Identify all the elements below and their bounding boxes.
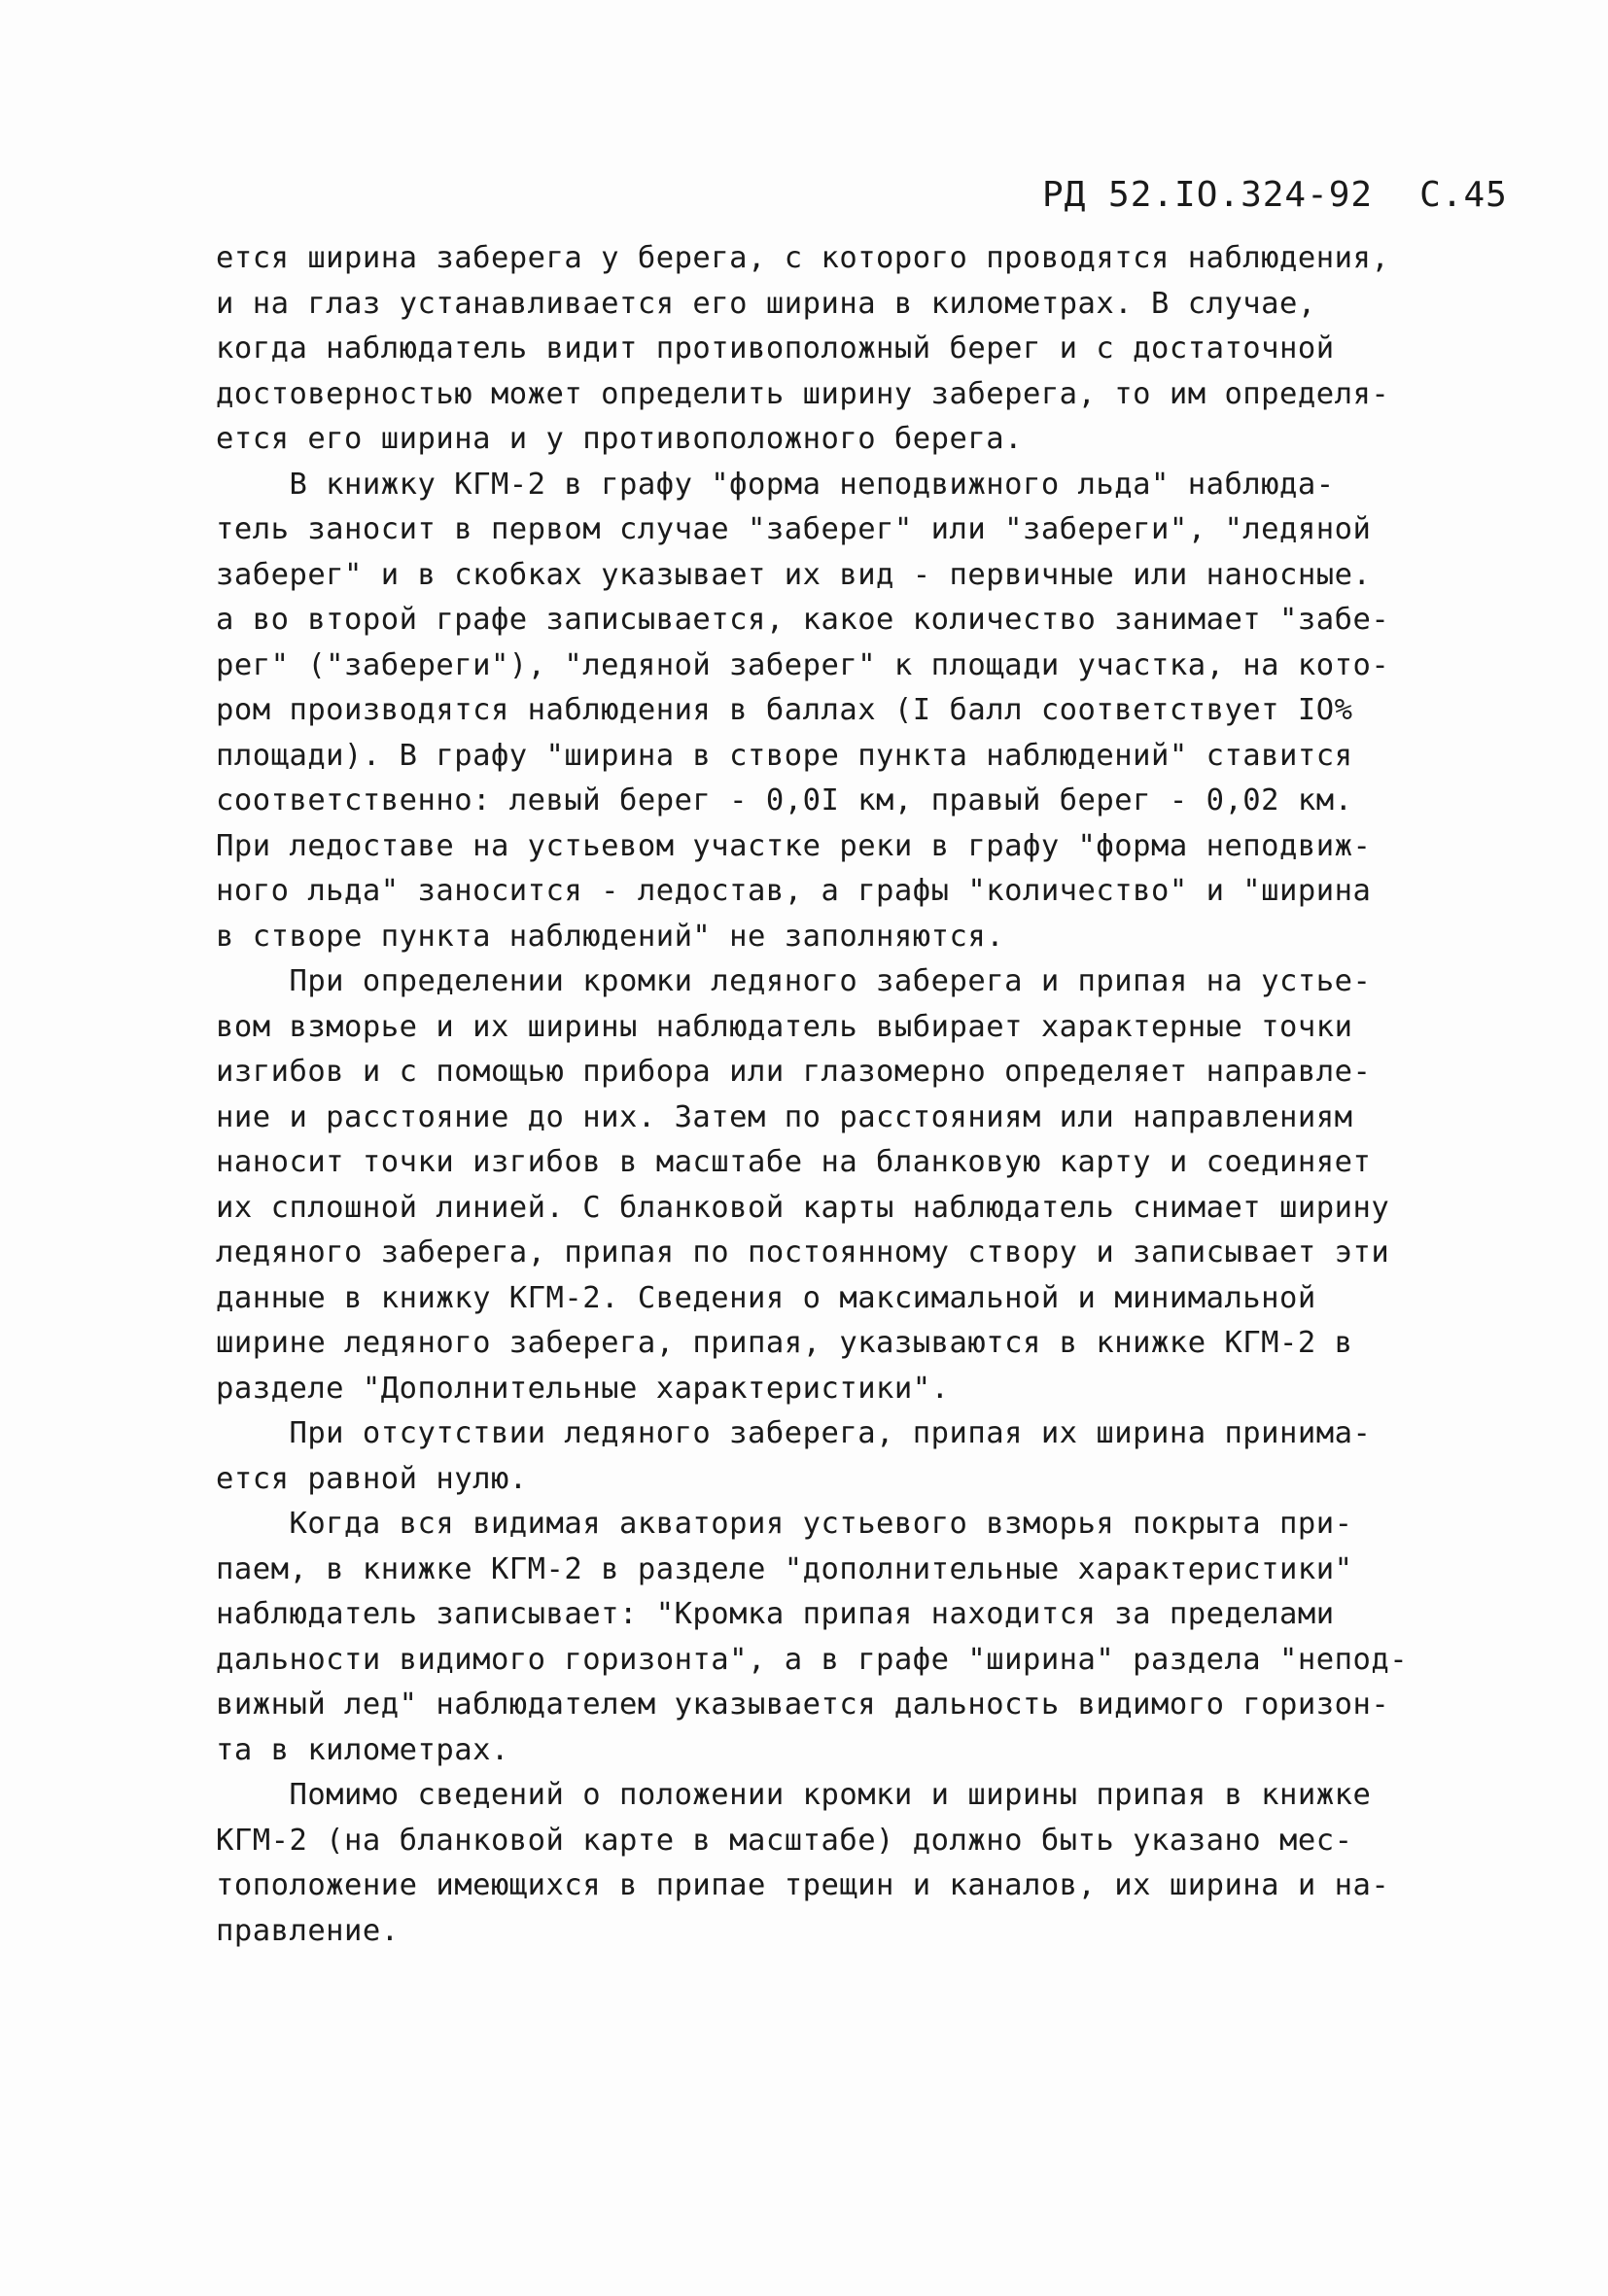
text-line: рег" ("забереги"), "ледяной заберег" к площади участка, на кото- bbox=[216, 647, 1390, 682]
text-line: дальности видимого горизонта", а в графе "ширина" раздела "непод- bbox=[216, 1642, 1409, 1677]
text-line: площади). В графу "ширина в створе пункта наблюдений" ставится bbox=[216, 738, 1353, 773]
text-line: При отсутствии ледяного заберега, припая их ширина принима- bbox=[216, 1416, 1372, 1450]
paragraph bbox=[216, 959, 1441, 1411]
text-line: ется ширина заберега у берега, с которого проводятся наблюдения, bbox=[216, 241, 1390, 275]
page-header bbox=[1042, 175, 1508, 215]
text-line: вом взморье и их ширины наблюдатель выбирает характерные точки bbox=[216, 1009, 1353, 1044]
text-line: При определении кромки ледяного заберега и припая на устье- bbox=[216, 964, 1372, 998]
text-line: ется его ширина и у противоположного берега. bbox=[216, 422, 1023, 456]
text-line: заберег" и в скобках указывает их вид - первичные или наносные. bbox=[216, 557, 1372, 592]
text-line: ется равной нулю. bbox=[216, 1461, 528, 1496]
text-line: КГМ-2 (на бланковой карте в масштабе) должно быть указано мес- bbox=[216, 1823, 1353, 1858]
text-line: в створе пункта наблюдений" не заполняются. bbox=[216, 919, 1005, 954]
text-line: соответственно: левый берег - 0,0I км, правый берег - 0,02 км. bbox=[216, 783, 1353, 818]
text-line: изгибов и с помощью прибора или глазомерно определяет направле- bbox=[216, 1055, 1372, 1089]
text-line: а во второй графе записывается, какое количество занимает "забе- bbox=[216, 603, 1390, 637]
paragraph bbox=[216, 1502, 1441, 1773]
text-line: правление. bbox=[216, 1913, 400, 1948]
text-line: данные в книжку КГМ-2. Сведения о максимальной и минимальной bbox=[216, 1280, 1316, 1315]
text-line: разделе "Дополнительные характеристики". bbox=[216, 1371, 950, 1406]
text-line: и на глаз устанавливается его ширина в километрах. В случае, bbox=[216, 286, 1316, 321]
text-line: их сплошной линией. С бланковой карты наблюдатель снимает ширину bbox=[216, 1190, 1390, 1225]
text-line: достоверностью может определить ширину заберега, то им определя- bbox=[216, 376, 1390, 411]
text-line: тель заносит в первом случае "заберег" или "забереги", "ледяной bbox=[216, 512, 1372, 546]
text-line: наблюдатель записывает: "Кромка припая находится за пределами bbox=[216, 1597, 1335, 1631]
text-line: ние и расстояние до них. Затем по расстояниям или направлениям bbox=[216, 1099, 1353, 1134]
text-line: когда наблюдатель видит противоположный берег и с достаточной bbox=[216, 331, 1335, 365]
document-body bbox=[216, 236, 1441, 1954]
paragraph bbox=[216, 1773, 1441, 1954]
text-line: В книжку КГМ-2 в графу "форма неподвижного льда" наблюда- bbox=[216, 467, 1335, 502]
text-line: тоположение имеющихся в припае трещин и каналов, их ширина и на- bbox=[216, 1868, 1390, 1902]
document-code: РД 52.IO.324-92 bbox=[1042, 175, 1374, 215]
paragraph bbox=[216, 236, 1441, 463]
text-line: паем, в книжке КГМ-2 в разделе "дополнительные характеристики" bbox=[216, 1551, 1353, 1586]
paragraph bbox=[216, 463, 1441, 960]
text-line: та в километрах. bbox=[216, 1732, 509, 1767]
paragraph bbox=[216, 1411, 1441, 1502]
text-line: наносит точки изгибов в масштабе на бланковую карту и соединяет bbox=[216, 1145, 1372, 1179]
text-line: ледяного заберега, припая по постоянному створу и записывает эти bbox=[216, 1235, 1390, 1270]
text-line: вижный лед" наблюдателем указывается дальность видимого горизон- bbox=[216, 1687, 1390, 1722]
text-line: Когда вся видимая акватория устьевого взморья покрыта при- bbox=[216, 1507, 1353, 1541]
page-number: С.45 bbox=[1419, 175, 1508, 215]
text-line: При ледоставе на устьевом участке реки в графу "форма неподвиж- bbox=[216, 828, 1372, 863]
text-line: ширине ледяного заберега, припая, указываются в книжке КГМ-2 в bbox=[216, 1326, 1353, 1360]
text-line: ром производятся наблюдения в баллах (I балл соответствует IO% bbox=[216, 693, 1353, 727]
text-line: Помимо сведений о положении кромки и ширины припая в книжке bbox=[216, 1778, 1372, 1812]
text-line: ного льда" заносится - ледостав, а графы "количество" и "ширина bbox=[216, 874, 1372, 908]
